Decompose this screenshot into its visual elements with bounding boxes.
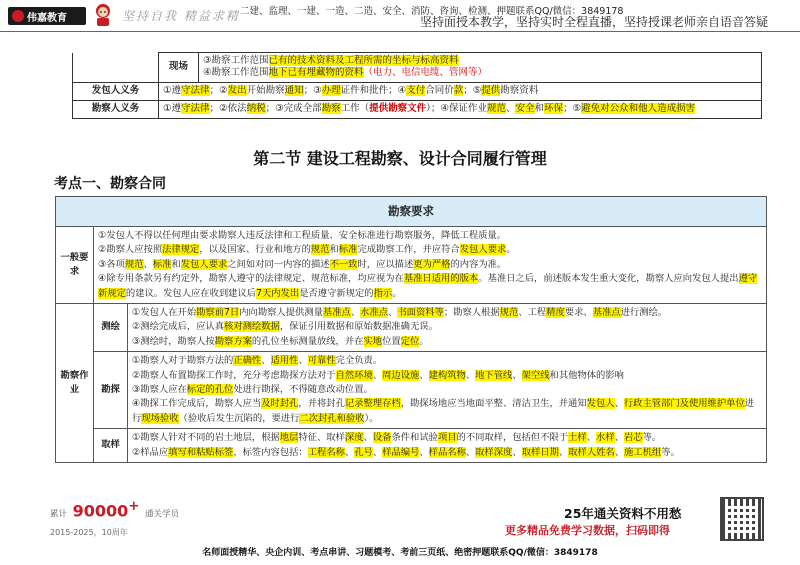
highlighted-text: 地层 xyxy=(279,432,299,444)
logo-mark-icon xyxy=(12,10,24,22)
text-span: ，标签内容包括： xyxy=(233,446,308,458)
text-span: 进行测绘。 xyxy=(620,307,668,319)
text-span: 、 xyxy=(614,432,624,444)
text-span: 、 xyxy=(586,432,597,444)
text-span: 、 xyxy=(143,258,153,270)
text-span: 、 xyxy=(465,446,476,458)
text-span: 完全负责。 xyxy=(335,355,383,367)
count-number: 90000 xyxy=(72,501,129,521)
highlighted-text: 架空线 xyxy=(521,369,550,381)
highlighted-text: 定位 xyxy=(400,335,420,347)
text-span: 和 xyxy=(171,258,181,270)
highlighted-text: 守法律 xyxy=(181,103,210,115)
text-span: 、工程 xyxy=(518,307,547,319)
highlighted-text: 精度 xyxy=(546,307,565,319)
text-span: 条件和试验 xyxy=(391,432,438,444)
highlighted-text: 已有的技术资料及工程所需的坐标与标高资料 xyxy=(268,55,459,66)
text-span: ③测绘时，勘察人按 xyxy=(132,335,215,347)
highlighted-text: 支付 xyxy=(406,85,426,97)
text-line xyxy=(98,258,762,272)
text-span: ③勘察人应在 xyxy=(132,384,187,396)
text-span: 、 xyxy=(419,369,429,381)
brand-logo xyxy=(8,7,86,25)
highlighted-text: 基准点 xyxy=(592,307,621,319)
text-span: 、 xyxy=(350,307,361,319)
text-span: 和 xyxy=(534,103,545,115)
highlighted-text: 更为严格 xyxy=(413,258,451,270)
highlighted-text: 发出 xyxy=(227,85,247,97)
text-span: ，以及国家、行业和地方的 xyxy=(199,244,311,256)
highlighted-text: 发包人 xyxy=(586,398,615,410)
text-span: 、 xyxy=(344,446,355,458)
highlighted-text: 正确性 xyxy=(233,355,262,367)
text-line xyxy=(163,103,757,115)
rich-cell xyxy=(159,82,762,100)
text-line xyxy=(203,67,757,79)
text-span: 、 xyxy=(558,446,569,458)
text-span: 完成勘察工作，并应符合 xyxy=(357,244,460,256)
text-span: 、 xyxy=(512,369,522,381)
text-line xyxy=(163,85,757,97)
highlighted-text: 孔号 xyxy=(354,446,373,458)
text-span: 的内容为准。 xyxy=(450,258,507,270)
table-row xyxy=(73,53,762,83)
highlighted-text: 规范 xyxy=(499,307,519,319)
student-count xyxy=(50,499,179,520)
promo-line-2: 更多精品免费学习数据，扫码即得 xyxy=(505,524,670,537)
promo-line-1: 25年通关资料不用愁 xyxy=(564,506,682,521)
text-line xyxy=(132,446,762,460)
text-span: ）。 xyxy=(364,412,379,424)
highlighted-text: 行政主管部门及使用维护单位 xyxy=(623,398,745,410)
text-span: 和 xyxy=(329,244,339,256)
highlighted-text: 安全 xyxy=(515,103,535,115)
rich-cell xyxy=(94,227,767,304)
text-span: 、 xyxy=(512,446,522,458)
highlighted-text: 办理 xyxy=(321,85,341,97)
text-span: ②测绘完成后，应认真 xyxy=(132,321,225,333)
text-span: ④除专用条款另有约定外，勘察人遵守的法律规定、规范标准，均应视为在 xyxy=(98,273,404,285)
text-span: ②勘察人应按照 xyxy=(98,244,163,256)
highlighted-text: 标准 xyxy=(152,258,172,270)
text-line xyxy=(98,229,762,243)
text-span: 合同价 xyxy=(425,85,454,97)
text-span: 、 xyxy=(372,446,383,458)
text-line xyxy=(132,369,762,383)
text-span: 等。 xyxy=(661,446,680,458)
row-label: 发包人义务 xyxy=(73,82,159,100)
page-footer xyxy=(0,497,800,565)
table-caption-row xyxy=(56,197,767,227)
table-row xyxy=(73,100,762,118)
text-span: 证件和批件；④ xyxy=(340,85,407,97)
text-span: ；③完成全部 xyxy=(265,103,322,115)
key-point-title: 考点一、勘察合同 xyxy=(54,176,166,192)
highlighted-text: 基准点 xyxy=(322,307,351,319)
text-span: ①发包人在开始 xyxy=(132,307,197,319)
table-row xyxy=(56,352,767,429)
rich-cell xyxy=(128,429,767,463)
row-label: 勘察人义务 xyxy=(73,100,159,118)
highlighted-text: 施工机组 xyxy=(624,446,662,458)
text-span: 。 xyxy=(419,335,429,347)
highlighted-text: 土样 xyxy=(568,432,587,444)
rich-cell xyxy=(128,352,767,429)
highlighted-text: 提供 xyxy=(481,85,501,97)
text-span: ①遵 xyxy=(163,103,182,115)
table-caption: 勘察要求 xyxy=(56,197,767,227)
text-span: 、 xyxy=(363,432,373,444)
count-suffix: 通关学员 xyxy=(145,509,180,520)
text-span: ）；④保证作业 xyxy=(426,103,487,115)
text-line xyxy=(132,354,762,368)
highlighted-text: 守法律 xyxy=(181,85,210,97)
text-span: 处进行勘探，不得随意改动位置。 xyxy=(233,384,373,396)
text-span: 、 xyxy=(298,355,308,367)
rich-cell xyxy=(159,100,762,118)
highlighted-text: 通知 xyxy=(284,85,304,97)
text-span: 、 xyxy=(372,369,383,381)
highlighted-text: 项目 xyxy=(437,432,457,444)
rich-cell xyxy=(199,53,762,83)
text-span: ③各项 xyxy=(98,258,125,270)
table-row xyxy=(56,429,767,463)
text-span: 。基准日之后，前述版本发生重大变化，勘察人应向发包人提出 xyxy=(478,273,739,285)
highlighted-text: 规范 xyxy=(124,258,144,270)
highlighted-text: 避免对公众和他人造成损害 xyxy=(581,103,696,115)
logo-text: 伟嘉教育 xyxy=(27,12,67,24)
highlighted-text: 工程名称 xyxy=(307,446,345,458)
general-label: 一般要求 xyxy=(56,227,94,304)
table-row xyxy=(73,82,762,100)
highlighted-text: 适用性 xyxy=(270,355,299,367)
count-plus: + xyxy=(128,499,140,514)
row-sublabel: 现场 xyxy=(159,53,199,83)
text-span: ；⑤ xyxy=(563,103,582,115)
highlighted-text: 水准点 xyxy=(360,307,389,319)
highlighted-text: 建构筑物 xyxy=(428,369,466,381)
text-span: ①遵 xyxy=(163,85,182,97)
highlighted-text: 发包人要求 xyxy=(459,244,507,256)
header-slogan: 坚持面授本教学，坚持实时全程直播，坚持授课老师亲自语音答疑 xyxy=(420,15,769,29)
rich-cell xyxy=(128,304,767,352)
highlighted-text: 地下管线 xyxy=(475,369,513,381)
text-span: ，并将封孔 xyxy=(298,398,345,410)
highlighted-text: 核对测绘数据 xyxy=(224,321,280,333)
text-span: 和其他物体的影响 xyxy=(549,369,624,381)
highlighted-text: 款 xyxy=(453,85,464,97)
text-span: ①勘察人对于勘察方法的 xyxy=(132,355,234,367)
table-row xyxy=(56,304,767,352)
mascot-icon xyxy=(92,3,114,27)
highlighted-text: 水样 xyxy=(596,432,615,444)
header-nav-text: 二建、监理、一建、一造、二造、安全、消防、咨询、检测、押题联系QQ/微信：3849178 xyxy=(240,6,624,17)
text-line xyxy=(132,335,762,349)
highlighted-text: 实地 xyxy=(363,335,383,347)
text-span: 、 xyxy=(505,103,516,115)
text-line xyxy=(98,243,762,257)
text-span: 要求、 xyxy=(564,307,593,319)
signature: 坚持自我 精益求精 xyxy=(122,9,240,23)
highlighted-text: 发包人要求 xyxy=(180,258,228,270)
section-title: 第二节 建设工程勘察、设计合同履行管理 xyxy=(253,149,547,168)
footer-contact: 名师面授精华、央企内训、考点串讲、习题模考、考前三页纸、绝密押题联系QQ/微信：3849178 xyxy=(202,548,598,558)
text-span: 提供勘察文件 xyxy=(369,103,427,115)
text-span: 的不同取样，包括但不限于 xyxy=(456,432,569,444)
text-span: （电力、电信电缆、管网等） xyxy=(363,67,488,79)
highlighted-text: 勘察方案 xyxy=(214,335,252,347)
highlighted-text: 基准日适用的版本 xyxy=(403,273,479,285)
text-span: ，勘探场地应当地面平整、清洁卫生，并通知 xyxy=(400,398,587,410)
text-span: ①发包人不得以任何理由要求勘察人违反法律和工程质量、安全标准进行勘察服务，降低工程质量。 xyxy=(98,230,507,241)
work-sub-label: 勘探 xyxy=(94,352,128,429)
highlighted-text: 现场验收 xyxy=(141,412,179,424)
text-span: 是否遵守新规定的 xyxy=(299,287,374,299)
text-line xyxy=(132,431,762,445)
text-span: 、 xyxy=(614,398,624,410)
text-span: 的建议。发包人应在收到建议后 xyxy=(125,287,257,299)
highlighted-text: 7天内发出 xyxy=(256,287,300,299)
highlighted-text: 勘察前7日 xyxy=(196,307,240,319)
text-span: ；③ xyxy=(303,85,322,97)
highlighted-text: 填写和粘贴标签 xyxy=(168,446,234,458)
text-span: 勘察资料 xyxy=(500,85,539,97)
highlighted-text: 取样人姓名 xyxy=(568,446,615,458)
text-span: 时，应以描述 xyxy=(357,258,414,270)
text-span: 。 xyxy=(506,244,516,256)
text-span: 内向勘察人提供测量 xyxy=(239,307,323,319)
text-span: ④勘探工作完成后，勘察人应当 xyxy=(132,398,262,410)
highlighted-text: 岩芯 xyxy=(623,432,643,444)
text-span: 、 xyxy=(419,446,429,458)
highlighted-text: 二次封孔和验收 xyxy=(299,412,365,424)
highlighted-text: 可靠性 xyxy=(307,355,336,367)
text-span: 、 xyxy=(465,369,476,381)
text-span: ②勘察人布置勘探工作时，充分考虑勘探方法对于 xyxy=(132,369,336,381)
text-span: 工作（ xyxy=(340,103,370,115)
highlighted-text: 纳税 xyxy=(246,103,266,115)
highlighted-text: 深度 xyxy=(344,432,364,444)
row-label xyxy=(73,53,159,83)
highlighted-text: 标准 xyxy=(338,244,358,256)
highlighted-text: 规范 xyxy=(486,103,506,115)
highlighted-text: 地下已有埋藏物的资料 xyxy=(268,67,364,79)
text-span: 、 xyxy=(614,446,625,458)
text-span: ；⑤ xyxy=(463,85,482,97)
highlighted-text: 设备 xyxy=(372,432,392,444)
text-line xyxy=(203,55,757,67)
text-line xyxy=(98,272,762,301)
highlighted-text: 取样深度 xyxy=(475,446,513,458)
text-span: ②样品应 xyxy=(132,446,169,458)
work-sub-label: 测绘 xyxy=(94,304,128,352)
text-span: 的孔位坐标测量放线，并在 xyxy=(251,335,364,347)
text-line xyxy=(132,397,762,426)
highlighted-text: 法律规定 xyxy=(162,244,200,256)
highlighted-text: 勘察 xyxy=(321,103,341,115)
text-span: ③勘察工作范围 xyxy=(203,55,269,66)
text-span: ；② xyxy=(209,85,228,97)
highlighted-text: 周边设施 xyxy=(382,369,420,381)
text-span: 开始勘察 xyxy=(246,85,285,97)
years-text: 2015-2025，10周年 xyxy=(50,528,128,537)
highlighted-text: 标定的孔位 xyxy=(186,384,234,396)
text-span: 、 xyxy=(388,307,398,319)
header-divider xyxy=(0,31,800,32)
text-span: ④勘察工作范围 xyxy=(203,67,269,79)
text-line xyxy=(132,320,762,334)
highlighted-text: 取样日期 xyxy=(521,446,559,458)
highlighted-text: 环保 xyxy=(544,103,564,115)
text-span: ；勘察人根据 xyxy=(443,307,500,319)
text-line xyxy=(132,306,762,320)
text-span: 等。 xyxy=(642,432,662,444)
obligations-table xyxy=(72,52,762,119)
highlighted-text: 样品名称 xyxy=(428,446,466,458)
text-span: 、 xyxy=(261,355,271,367)
table-row xyxy=(56,227,767,304)
work-label: 勘察作业 xyxy=(56,304,94,463)
highlighted-text: 规范 xyxy=(310,244,330,256)
text-span: ①勘察人针对不同的岩土地层，根据 xyxy=(132,432,280,444)
text-span: （验收后发生沉陷的，要进行 xyxy=(178,412,300,424)
work-sub-label: 取样 xyxy=(94,429,128,463)
highlighted-text: 遵守新规定 xyxy=(98,273,758,299)
highlighted-text: 不一致 xyxy=(329,258,358,270)
count-prefix: 累计 xyxy=(50,509,68,520)
text-span: ，保证引用数据和原始数据准确无误。 xyxy=(279,321,438,333)
qr-code-icon[interactable] xyxy=(720,497,764,541)
highlighted-text: 自然环境 xyxy=(335,369,373,381)
highlighted-text: 及时封孔 xyxy=(261,398,299,410)
text-span: 之间如对同一内容的描述 xyxy=(227,258,330,270)
survey-requirements-table xyxy=(55,196,767,463)
highlighted-text: 样品编号 xyxy=(382,446,420,458)
highlighted-text: 记录整理存档 xyxy=(344,398,401,410)
highlighted-text: 书面资料等 xyxy=(397,307,444,319)
text-span: 特征、取样 xyxy=(298,432,345,444)
text-span: 。 xyxy=(392,287,402,299)
text-span: 位置 xyxy=(382,335,401,347)
text-span: ；②依法 xyxy=(209,103,247,115)
text-line xyxy=(132,383,762,397)
page-header xyxy=(0,0,800,30)
text-span: 进行 xyxy=(132,398,755,424)
highlighted-text: 指示 xyxy=(373,287,393,299)
